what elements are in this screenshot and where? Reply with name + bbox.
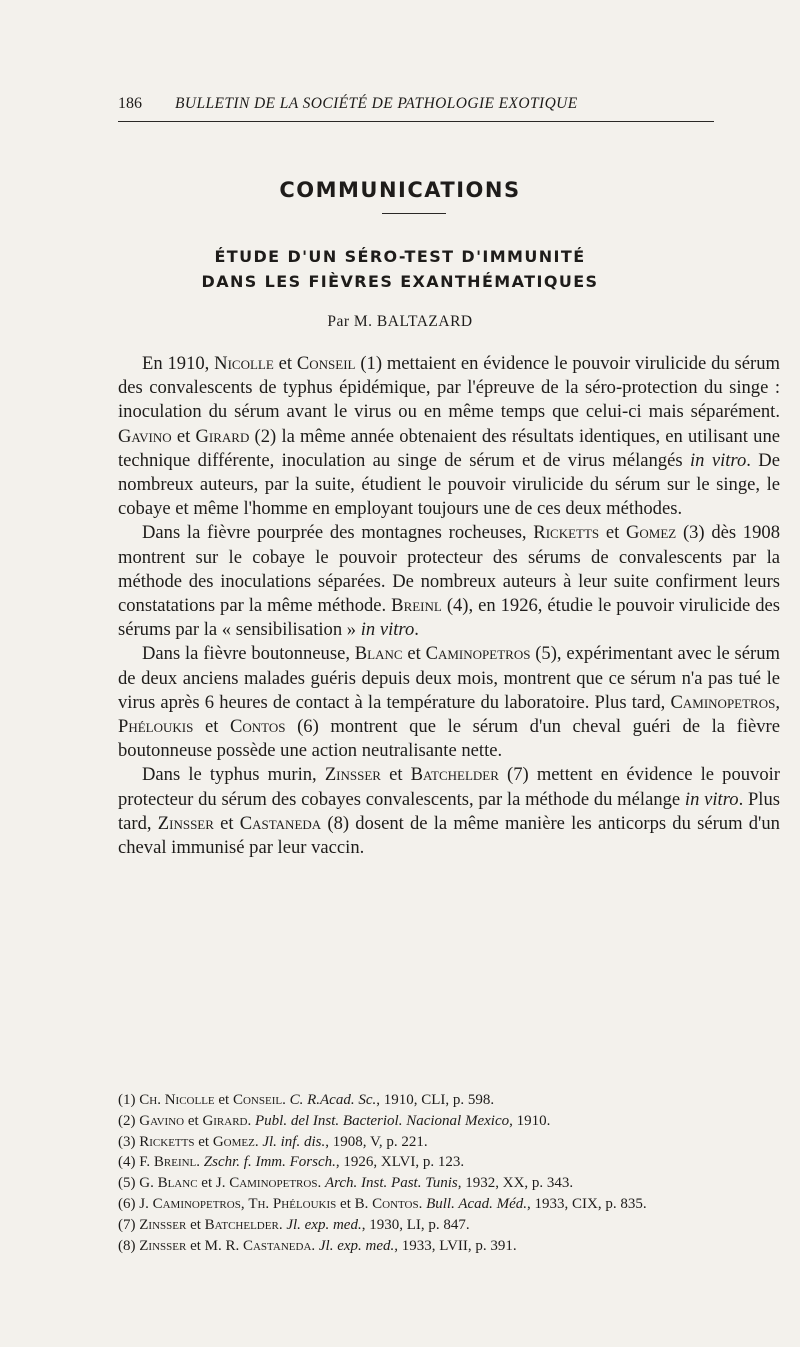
text-run: et [213,812,240,834]
footnote-item [118,1173,760,1194]
text-run: et [184,1112,203,1129]
text-run: (4) [118,1154,140,1171]
author-name: Breinl [391,595,442,617]
text-run: et [380,764,411,786]
author-name: Gavino [118,425,172,447]
text-run: . [414,619,419,641]
author-name: Conseil [296,353,356,374]
text-run: , 1926, XLVI, p. 123. [335,1154,465,1171]
body-paragraph [118,521,780,642]
running-head [118,95,714,122]
page-number: 186 [118,95,142,112]
text-run: , 1933, CIX, p. 835. [527,1195,647,1212]
author-name: Ch. Nicolle [139,1092,215,1108]
author-name: Girard [195,425,250,447]
author-name: Zinsser [139,1237,187,1254]
footnote-item [118,1090,760,1111]
text-run: , 1910. [509,1112,551,1129]
author-name: Gavino [139,1112,185,1129]
text-run: . [317,1175,325,1192]
text-run: (6) montrent que le sérum d'un cheval guéri de la fièvre boutonneuse possède une action neutralisante nette. [118,716,780,762]
body-paragraph [118,763,780,860]
text-run: et [186,1216,205,1233]
text-run: (1) mettaient en évidence le pouvoir virulicide du sérum des convalescents de typhus épidémique, par l'épreuve de la séro-protection du singe : inoculation du sérum avant le virus ou en même temps que celui-ci mais séparément. [118,353,780,423]
author-name: B. Contos [354,1195,419,1212]
author-name: G. Blanc [139,1175,198,1192]
text-run: , 1930, LI, p. 847. [361,1216,470,1233]
text-run: . Plus tard, [118,788,780,834]
author-name: Gomez [625,522,677,544]
author-name: Th. Phéloukis [248,1195,337,1212]
author-name: Batchelder [204,1216,279,1233]
text-run: (2) la même année obtenaient des résultats identiques, en utilisant une technique différente, inoculation au singe de sérum et de virus mélangés [118,425,781,471]
author-name: Caminopetros [670,691,776,713]
body-paragraph [118,352,780,521]
text-run: (1) [118,1092,140,1108]
text-run: . [311,1237,319,1254]
author-name: Batchelder [410,764,499,786]
text-run: et [214,1092,233,1108]
text-run: (7) [118,1216,140,1233]
text-run: . [418,1195,427,1212]
text-run: et [171,425,196,447]
text-run: . [254,1133,263,1150]
footnote-item [118,1132,760,1153]
text-run: et [194,1133,213,1150]
italic-term: Bull. Acad. Méd. [426,1195,528,1212]
italic-term: Zschr. f. Imm. Forsch. [203,1154,336,1171]
text-run: (4), en 1926, étudie le pouvoir virulicide des sérums par la « sensibilisation » [118,595,781,641]
author-name: M. R. Castaneda [204,1237,312,1254]
footnotes [118,1090,760,1256]
italic-term: in vitro [360,619,415,641]
text-run: . [278,1216,287,1233]
italic-term: in vitro [689,449,747,471]
article-title-line-1: ÉTUDE D'UN SÉRO-TEST D'IMMUNITÉ [214,247,586,266]
text-run: Dans la fièvre boutonneuse, [142,643,355,665]
author-name: Castaneda [239,812,322,834]
text-run: , 1908, V, p. 221. [325,1133,428,1150]
author-name: J. Caminopetros [139,1195,241,1212]
footnote-item [118,1194,760,1215]
footnote-item [118,1215,760,1236]
author-name: Blanc [354,643,403,665]
author-name: Girard [202,1112,248,1129]
author-name: Gomez [212,1133,255,1150]
article-body [118,352,780,860]
footnote-item [118,1111,760,1132]
author-name: Phéloukis [118,716,194,738]
author-name: Zinsser [157,812,214,834]
text-run: . [282,1092,290,1108]
text-run: (3) [118,1133,140,1150]
title-rule [382,213,446,214]
text-run: (2) [118,1112,140,1129]
text-run: (5) [118,1175,140,1192]
footnote-item [118,1152,760,1173]
section-title: COMMUNICATIONS [279,178,521,202]
text-run: , 1932, XX, p. 343. [457,1175,574,1192]
author-name: Caminopetros [425,643,531,665]
text-run: . [247,1112,255,1129]
author-name: Conseil [232,1092,283,1108]
text-run: (3) dès 1908 montrent sur le cobaye le pouvoir protecteur des sérums de convalescents par la méthode des inoculations séparées. De nombreux auteurs à leur suite confirment leurs constatations par la même méthode. [118,522,780,617]
text-run: et [336,1195,355,1212]
author-name: Zinsser [324,764,381,786]
author-name: Zinsser [139,1216,187,1233]
article-author: Par M. BALTAZARD [327,313,473,330]
italic-term: Jl. exp. med. [286,1216,362,1233]
italic-term: Arch. Inst. Past. Tunis [324,1175,458,1192]
text-run: (8) dosent de la même manière les anticorps du sérum d'un cheval immunisé par leur vaccin. [118,812,780,859]
text-run: , 1933, LVII, p. 391. [394,1237,517,1254]
text-run: , [775,691,780,713]
text-run: et [193,716,230,738]
text-run: , [240,1195,249,1212]
text-run: et [402,643,426,665]
text-run: (6) [118,1195,140,1212]
italic-term: Jl. inf. dis. [262,1133,326,1150]
text-run: . De nombreux auteurs, par la suite, étudient le pouvoir virulicide du sérum sur le singe, le cobaye et même l'homme en employant toujours une de ces deux méthodes. [118,449,780,520]
author-name: J. Caminopetros [215,1175,318,1192]
author-name: Contos [229,716,286,738]
author-name: Nicolle [214,353,274,374]
text-run: En 1910, [142,353,215,374]
body-paragraph [118,642,780,763]
text-run: et [186,1237,205,1254]
text-run: (8) [118,1237,140,1254]
text-run: , 1910, CLI, p. 598. [376,1092,495,1108]
text-run: Dans le typhus murin, [142,764,325,786]
footnote-item [118,1236,760,1257]
italic-term: in vitro [684,788,739,810]
italic-term: C. R.Acad. Sc. [289,1092,377,1108]
text-run: et [197,1175,216,1192]
text-run: Dans la fièvre pourprée des montagnes rocheuses, [142,522,534,544]
text-run: et [599,522,626,544]
text-run: . [196,1154,204,1171]
italic-term: Publ. del Inst. Bacteriol. Nacional Mexico [255,1112,510,1129]
italic-term: Jl. exp. med. [318,1237,395,1254]
text-run: (5), expérimentant avec le sérum de deux anciens malades guéris depuis deux mois, montrent que ce sérum n'a pas tué le virus après 6 heures de contact à la température du laboratoire. Plus tard, [118,643,780,713]
text-run: (7) mettent en évidence le pouvoir protecteur du sérum des cobayes convalescents, par la méthode du mélange [118,764,780,810]
article-title-line-2: DANS LES FIÈVRES EXANTHÉMATIQUES [201,272,599,291]
author-name: Ricketts [533,522,600,544]
author-name: F. Breinl [139,1154,197,1171]
text-run: et [273,353,297,374]
author-name: Ricketts [139,1133,195,1150]
journal-title: BULLETIN DE LA SOCIÉTÉ DE PATHOLOGIE EXOTIQUE [175,95,578,112]
